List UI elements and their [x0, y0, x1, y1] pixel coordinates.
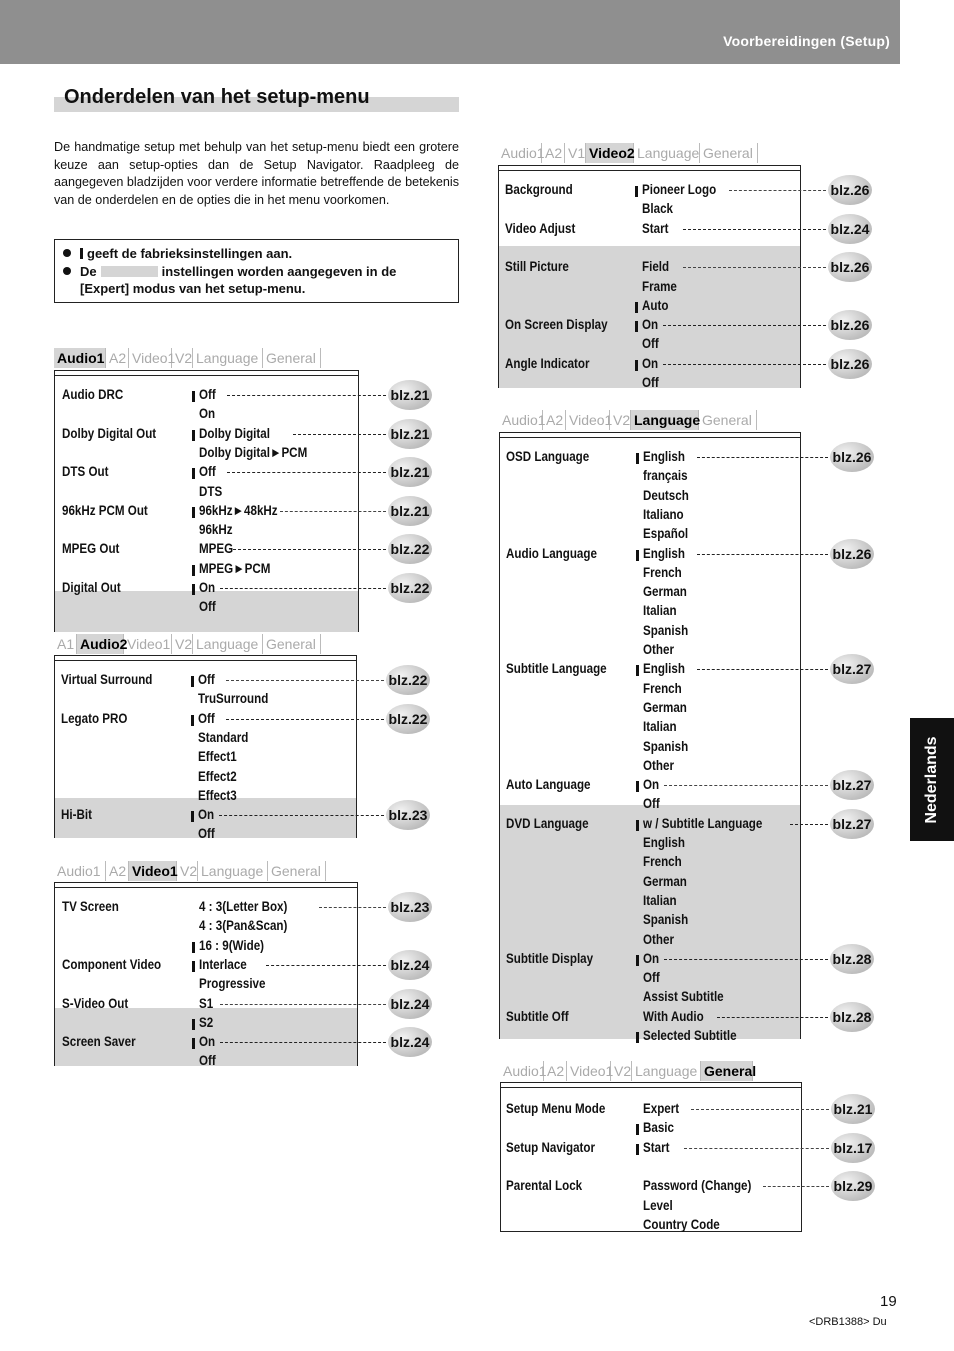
tab-audio1[interactable]: Audio1 — [500, 1061, 544, 1081]
tab-language[interactable]: Language — [632, 1061, 701, 1081]
page-ref-badge: blz.26 — [828, 349, 872, 379]
menu-option: Standard — [198, 729, 249, 745]
leader-line — [683, 267, 826, 268]
page-ref-badge: blz.27 — [830, 809, 874, 839]
leader-line — [663, 325, 826, 326]
menu-option: MPEG►PCM — [199, 560, 271, 576]
leader-line — [683, 229, 826, 230]
menu-option: Italiano — [643, 506, 684, 522]
menu-item-label: TV Screen — [62, 899, 119, 914]
page-ref-badge: blz.22 — [388, 534, 432, 564]
tab-v2[interactable]: V2 — [172, 634, 193, 654]
default-marker-icon — [192, 1019, 195, 1030]
bullet-icon — [63, 249, 71, 257]
menu-option: On — [642, 355, 659, 371]
default-marker-icon — [636, 1032, 639, 1043]
intro-paragraph: De handmatige setup met behulp van het setup-menu biedt een grotere keuze aan setup-opties dan de Setup Navigator. Raadpleeg de aangegeven bladzijden voor verdere informatie betreffende de betekenis van de onderdelen en de opties die in het menu voorkomen. — [54, 140, 459, 207]
menu-item-label: Audio Language — [506, 545, 597, 561]
page-ref-badge: blz.21 — [388, 496, 432, 526]
default-marker-icon — [191, 811, 194, 822]
menu-option: English — [643, 835, 685, 850]
menu-option: Assist Subtitle — [643, 989, 724, 1005]
menu-box-top-line — [55, 375, 358, 376]
menu-option: Basic — [643, 1120, 674, 1136]
tab-video2[interactable]: Video2 — [586, 143, 634, 163]
menu-option: English — [643, 661, 685, 677]
legend-line-1: geeft de fabrieksinstellingen aan. — [63, 246, 292, 261]
tab-general[interactable]: General — [263, 348, 321, 368]
menu-box — [498, 165, 801, 388]
leader-line — [684, 1148, 829, 1149]
default-marker-icon — [192, 942, 195, 953]
leader-line — [220, 588, 386, 589]
default-marker-icon — [636, 820, 639, 831]
page-ref-badge: blz.24 — [388, 950, 432, 980]
menu-option: Off — [642, 375, 659, 390]
page-ref-badge: blz.27 — [830, 654, 874, 684]
page-ref-badge: blz.21 — [831, 1094, 875, 1124]
menu-option: Dolby Digital — [199, 425, 270, 441]
menu-option: Off — [642, 336, 659, 352]
menu-option: w / Subtitle Language — [643, 815, 763, 831]
menu-box-top-line — [501, 1087, 801, 1088]
menu-item-label: Screen Saver — [62, 1034, 136, 1050]
menu-option: Español — [643, 526, 689, 542]
default-marker-icon — [192, 1038, 195, 1049]
page-ref-badge: blz.29 — [831, 1171, 875, 1201]
menu-option: S1 — [199, 995, 214, 1011]
menu-item-label: Legato PRO — [61, 710, 128, 726]
tab-language[interactable]: Language — [198, 861, 268, 881]
menu-item-label: Subtitle Language — [506, 661, 607, 677]
tab-general[interactable]: General — [700, 143, 758, 163]
tab-language[interactable]: Language — [193, 634, 263, 654]
menu-option: Off — [643, 970, 660, 986]
menu-item-label: Still Picture — [505, 259, 569, 275]
default-marker-icon — [635, 360, 638, 371]
default-marker-icon — [636, 1144, 639, 1155]
menu-option: Off — [199, 1053, 216, 1069]
page-ref-badge: blz.26 — [830, 442, 874, 472]
tab-a2[interactable]: A2 — [542, 143, 565, 163]
menu-option: 16 : 9(Wide) — [199, 937, 265, 953]
default-marker-icon — [636, 550, 639, 561]
leader-line — [220, 1042, 386, 1043]
menu-option: 4 : 3(Letter Box) — [199, 899, 288, 914]
expert-shade-swatch — [101, 266, 158, 277]
menu-option: German — [643, 873, 687, 889]
menu-box-top-line — [500, 437, 800, 438]
menu-option: 96kHz — [199, 522, 233, 538]
panel-audio2 — [54, 634, 428, 842]
panel-audio1 — [54, 348, 430, 632]
tab-v2[interactable]: V2 — [172, 348, 193, 368]
leader-line — [226, 680, 384, 681]
menu-option: French — [643, 854, 682, 870]
menu-item-label: Parental Lock — [506, 1178, 583, 1194]
menu-option: English — [643, 449, 685, 464]
page-ref-badge: blz.22 — [386, 704, 430, 734]
menu-option: Italian — [643, 719, 677, 735]
default-marker-icon — [636, 781, 639, 792]
menu-option: Spanish — [643, 622, 689, 638]
menu-option: On — [199, 1034, 216, 1050]
leader-line — [226, 719, 384, 720]
default-marker-icon — [192, 961, 195, 972]
menu-item-label: Setup Navigator — [506, 1139, 596, 1155]
panel-language — [499, 410, 872, 1043]
default-marker-icon — [192, 507, 195, 518]
menu-option: Interlace — [199, 956, 247, 972]
page-header — [0, 0, 900, 64]
menu-option: On — [643, 950, 660, 966]
tab-language[interactable]: Language — [193, 348, 263, 368]
leader-line — [663, 364, 826, 365]
menu-item-label: Dolby Digital Out — [62, 425, 157, 441]
page-ref-badge: blz.26 — [828, 310, 872, 340]
menu-option: français — [643, 468, 688, 484]
tab-general[interactable]: General — [263, 634, 321, 654]
menu-item-label: Digital Out — [62, 580, 121, 595]
tab-general[interactable]: General — [699, 410, 757, 430]
page-ref-badge: blz.23 — [388, 892, 432, 922]
leader-line — [233, 549, 386, 550]
tab-audio1[interactable]: Audio1 — [499, 410, 543, 430]
menu-option: Effect3 — [198, 787, 237, 803]
tab-v2[interactable]: V2 — [611, 1061, 632, 1081]
menu-option: 4 : 3(Pan&Scan) — [199, 918, 288, 934]
tab-a2[interactable]: A2 — [543, 410, 566, 430]
section-title: Voorbereidingen (Setup) — [723, 33, 890, 49]
panel-general — [500, 1061, 873, 1232]
menu-option: Effect2 — [198, 768, 237, 784]
default-marker-icon — [636, 453, 639, 464]
menu-item-label: S-Video Out — [62, 995, 129, 1011]
leader-line — [763, 1186, 829, 1187]
menu-item-label: Component Video — [62, 956, 162, 972]
menu-option: Other — [643, 642, 674, 657]
leader-line — [266, 965, 386, 966]
menu-option: 96kHz►48kHz — [199, 502, 278, 518]
menu-option: Pioneer Logo — [642, 182, 717, 197]
menu-option: On — [198, 807, 215, 823]
page-ref-badge: blz.27 — [830, 770, 874, 800]
tab-a2[interactable]: A2 — [544, 1061, 567, 1081]
default-marker-icon — [636, 955, 639, 966]
leader-line — [227, 395, 386, 396]
menu-option: Field — [642, 259, 670, 275]
legend-line-3: [Expert] modus van het setup-menu. — [80, 281, 306, 296]
menu-option: On — [643, 777, 660, 793]
tab-audio1[interactable]: Audio1 — [54, 348, 106, 368]
page-ref-badge: blz.24 — [388, 1027, 432, 1057]
tab-audio1[interactable]: Audio1 — [54, 861, 106, 881]
menu-option: Effect1 — [198, 749, 237, 765]
menu-item-label: Audio DRC — [62, 387, 124, 402]
menu-option: German — [643, 584, 687, 600]
page-ref-badge: blz.28 — [830, 944, 874, 974]
menu-option: With Audio — [643, 1008, 704, 1024]
leader-line — [664, 959, 828, 960]
menu-option: Selected Subtitle — [643, 1028, 737, 1043]
menu-option: Start — [643, 1139, 670, 1155]
tab-v2[interactable]: V2 — [177, 861, 198, 881]
menu-item-label: DVD Language — [506, 815, 589, 831]
menu-item-label: Background — [505, 182, 573, 197]
leader-line — [790, 824, 828, 825]
menu-item-label: Hi-Bit — [61, 807, 92, 823]
menu-option: Auto — [642, 297, 669, 313]
menu-option: Deutsch — [643, 487, 689, 503]
menu-option: Off — [199, 599, 216, 615]
default-marker-icon — [192, 430, 195, 441]
menu-item-label: Subtitle Off — [506, 1008, 569, 1024]
menu-item-label: 96kHz PCM Out — [62, 502, 148, 518]
menu-item-label: On Screen Display — [505, 317, 608, 333]
leader-line — [664, 785, 828, 786]
page-ref-badge: blz.22 — [388, 573, 432, 603]
page-title-bar — [54, 88, 459, 112]
menu-option: TruSurround — [198, 691, 269, 707]
language-side-tab: Nederlands — [910, 718, 954, 841]
page-ref-badge: blz.23 — [386, 800, 430, 830]
menu-option: Password (Change) — [643, 1178, 752, 1194]
menu-option: Country Code — [643, 1216, 720, 1232]
default-marker-icon — [636, 665, 639, 676]
default-marker-icon — [192, 468, 195, 479]
menu-option: Italian — [643, 603, 677, 619]
menu-option: Off — [198, 710, 215, 726]
leader-line — [227, 472, 386, 473]
menu-option: On — [199, 406, 216, 422]
default-marker-icon — [192, 391, 195, 402]
menu-option: Level — [643, 1197, 673, 1213]
menu-option: Other — [643, 757, 674, 773]
page-ref-badge: blz.24 — [828, 214, 872, 244]
page-ref-badge: blz.28 — [830, 1002, 874, 1032]
menu-option: Start — [642, 220, 669, 236]
menu-box-top-line — [55, 660, 356, 661]
tab-general[interactable]: General — [701, 1061, 753, 1081]
tab-a1[interactable]: A1 — [54, 634, 77, 654]
leader-line — [697, 457, 828, 458]
leader-line — [220, 1004, 386, 1005]
tab-video1[interactable]: Video1 — [124, 634, 172, 654]
menu-option: Off — [198, 672, 215, 687]
default-marker-icon — [80, 248, 83, 259]
leader-line — [293, 434, 386, 435]
menu-option: DTS — [199, 483, 223, 499]
document-code: <DRB1388> Du — [809, 1316, 887, 1328]
menu-option: Frame — [642, 278, 677, 294]
leader-line — [219, 815, 384, 816]
menu-option: Off — [199, 464, 216, 480]
menu-option: On — [199, 580, 216, 595]
menu-option: Black — [642, 201, 673, 217]
page-ref-badge: blz.21 — [388, 457, 432, 487]
default-marker-icon — [635, 302, 638, 313]
default-marker-icon — [191, 676, 194, 687]
default-marker-icon — [191, 715, 194, 726]
menu-item-label: Auto Language — [506, 777, 591, 793]
tab-v2[interactable]: V2 — [610, 410, 631, 430]
menu-option: French — [643, 564, 682, 580]
menu-item-label: Angle Indicator — [505, 355, 590, 371]
default-marker-icon — [635, 321, 638, 332]
page-number: 19 — [880, 1293, 897, 1310]
menu-item-label: Virtual Surround — [61, 672, 153, 687]
legend-line-2: De instellingen worden aangegeven in de — [63, 264, 396, 279]
menu-option: Dolby Digital►PCM — [199, 444, 308, 460]
menu-option: French — [643, 680, 682, 696]
menu-item-label: Video Adjust — [505, 220, 576, 236]
menu-option: Off — [643, 796, 660, 812]
page-ref-badge: blz.21 — [388, 419, 432, 449]
bullet-icon — [63, 267, 71, 275]
menu-item-label: Subtitle Display — [506, 950, 594, 966]
tab-a2[interactable]: A2 — [106, 861, 129, 881]
leader-line — [717, 1017, 828, 1018]
page-ref-badge: blz.26 — [830, 539, 874, 569]
menu-option: Other — [643, 931, 674, 947]
leader-line — [319, 907, 386, 908]
page-ref-badge: blz.26 — [828, 252, 872, 282]
menu-option: Expert — [643, 1101, 680, 1116]
tab-v1[interactable]: V1 — [565, 143, 586, 163]
leader-line — [691, 1109, 829, 1110]
panel-video1 — [54, 861, 430, 1069]
tab-language[interactable]: Language — [631, 410, 699, 430]
page-ref-badge: blz.26 — [828, 175, 872, 205]
menu-option: S2 — [199, 1014, 214, 1030]
page-title: Onderdelen van het setup-menu — [64, 86, 370, 108]
leader-line — [697, 554, 828, 555]
menu-item-label: Setup Menu Mode — [506, 1101, 606, 1116]
default-marker-icon — [636, 1124, 639, 1135]
leader-line — [697, 669, 828, 670]
tab-audio1[interactable]: Audio1 — [498, 143, 542, 163]
page-ref-badge: blz.22 — [386, 665, 430, 695]
legend-box — [54, 239, 459, 303]
page-ref-badge: blz.17 — [831, 1133, 875, 1163]
menu-option: Spanish — [643, 912, 689, 928]
menu-option: German — [643, 699, 687, 715]
menu-box-top-line — [55, 887, 357, 888]
menu-item-label: DTS Out — [62, 464, 109, 480]
tab-audio2[interactable]: Audio2 — [77, 634, 124, 654]
menu-box-top-line — [499, 170, 800, 171]
tab-video1[interactable]: Video1 — [129, 348, 172, 368]
tab-a2[interactable]: A2 — [106, 348, 129, 368]
default-marker-icon — [192, 584, 195, 595]
menu-option: Spanish — [643, 738, 689, 754]
menu-option: English — [643, 545, 685, 561]
panel-video2 — [498, 143, 870, 390]
default-marker-icon — [635, 186, 638, 197]
tab-language[interactable]: Language — [634, 143, 700, 163]
leader-line — [280, 511, 386, 512]
menu-box — [499, 432, 801, 1039]
menu-option: Off — [199, 387, 216, 402]
tab-video1[interactable]: Video1 — [566, 410, 610, 430]
tab-general[interactable]: General — [268, 861, 326, 881]
menu-option: MPEG — [199, 541, 234, 557]
menu-option: Progressive — [199, 976, 266, 992]
tab-video1[interactable]: Video1 — [129, 861, 177, 881]
menu-option: Italian — [643, 892, 677, 908]
menu-item-label: MPEG Out — [62, 541, 120, 557]
page-ref-badge: blz.24 — [388, 989, 432, 1019]
menu-item-label: OSD Language — [506, 449, 590, 464]
tab-video1[interactable]: Video1 — [567, 1061, 611, 1081]
leader-line — [729, 190, 826, 191]
menu-option: Off — [198, 826, 215, 842]
page-ref-badge: blz.21 — [388, 380, 432, 410]
menu-option: On — [642, 317, 659, 333]
default-marker-icon — [192, 565, 195, 576]
